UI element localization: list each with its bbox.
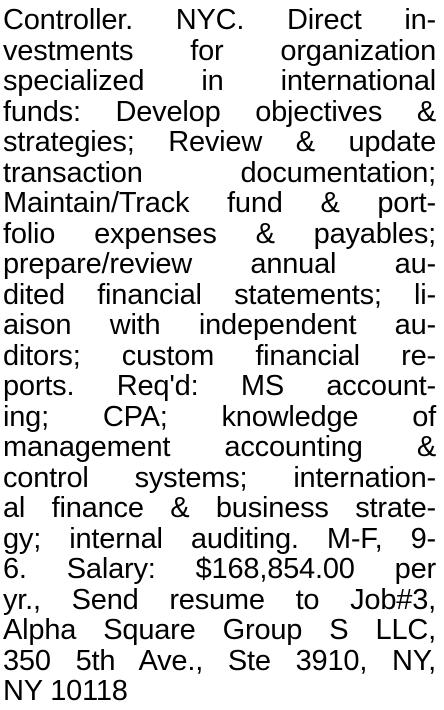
ad-line: ports. Req'd: MS account- xyxy=(3,370,436,402)
ad-line: specialized in international xyxy=(3,65,436,97)
ad-line: folio expenses & payables; xyxy=(3,217,436,250)
ad-line: management accounting & xyxy=(3,431,436,463)
ad-line: gy; internal auditing. M-F, 9- xyxy=(3,522,436,555)
ad-line: dited financial statements; li- xyxy=(3,278,436,311)
ad-line: vestments for organization xyxy=(3,34,436,67)
ad-line: prepare/review annual au- xyxy=(3,248,436,280)
ad-line: ditors; custom financial re- xyxy=(3,339,436,372)
ad-line: 6. Salary: $168,854.00 per xyxy=(3,553,436,585)
ad-line: control systems; internation- xyxy=(3,461,436,494)
ad-line: yr., Send resume to Job#3, xyxy=(3,583,436,616)
ad-line: al finance & business strate- xyxy=(3,492,436,524)
ad-line: Controller. NYC. Direct in- xyxy=(3,4,436,36)
job-ad-text xyxy=(0,5,444,707)
ad-line: Alpha Square Group S LLC, xyxy=(3,614,436,646)
ad-line: Maintain/Track fund & port- xyxy=(3,187,436,219)
ad-line: transaction documentation; xyxy=(3,156,436,189)
ad-line: ing; CPA; knowledge of xyxy=(3,400,436,433)
ad-line: aison with independent au- xyxy=(3,309,436,341)
ad-line: strategies; Review & update xyxy=(3,126,436,158)
ad-line: funds: Develop objectives & xyxy=(3,95,436,128)
ad-line: NY 10118 xyxy=(3,675,128,707)
ad-line: 350 5th Ave., Ste 3910, NY, xyxy=(3,644,436,677)
